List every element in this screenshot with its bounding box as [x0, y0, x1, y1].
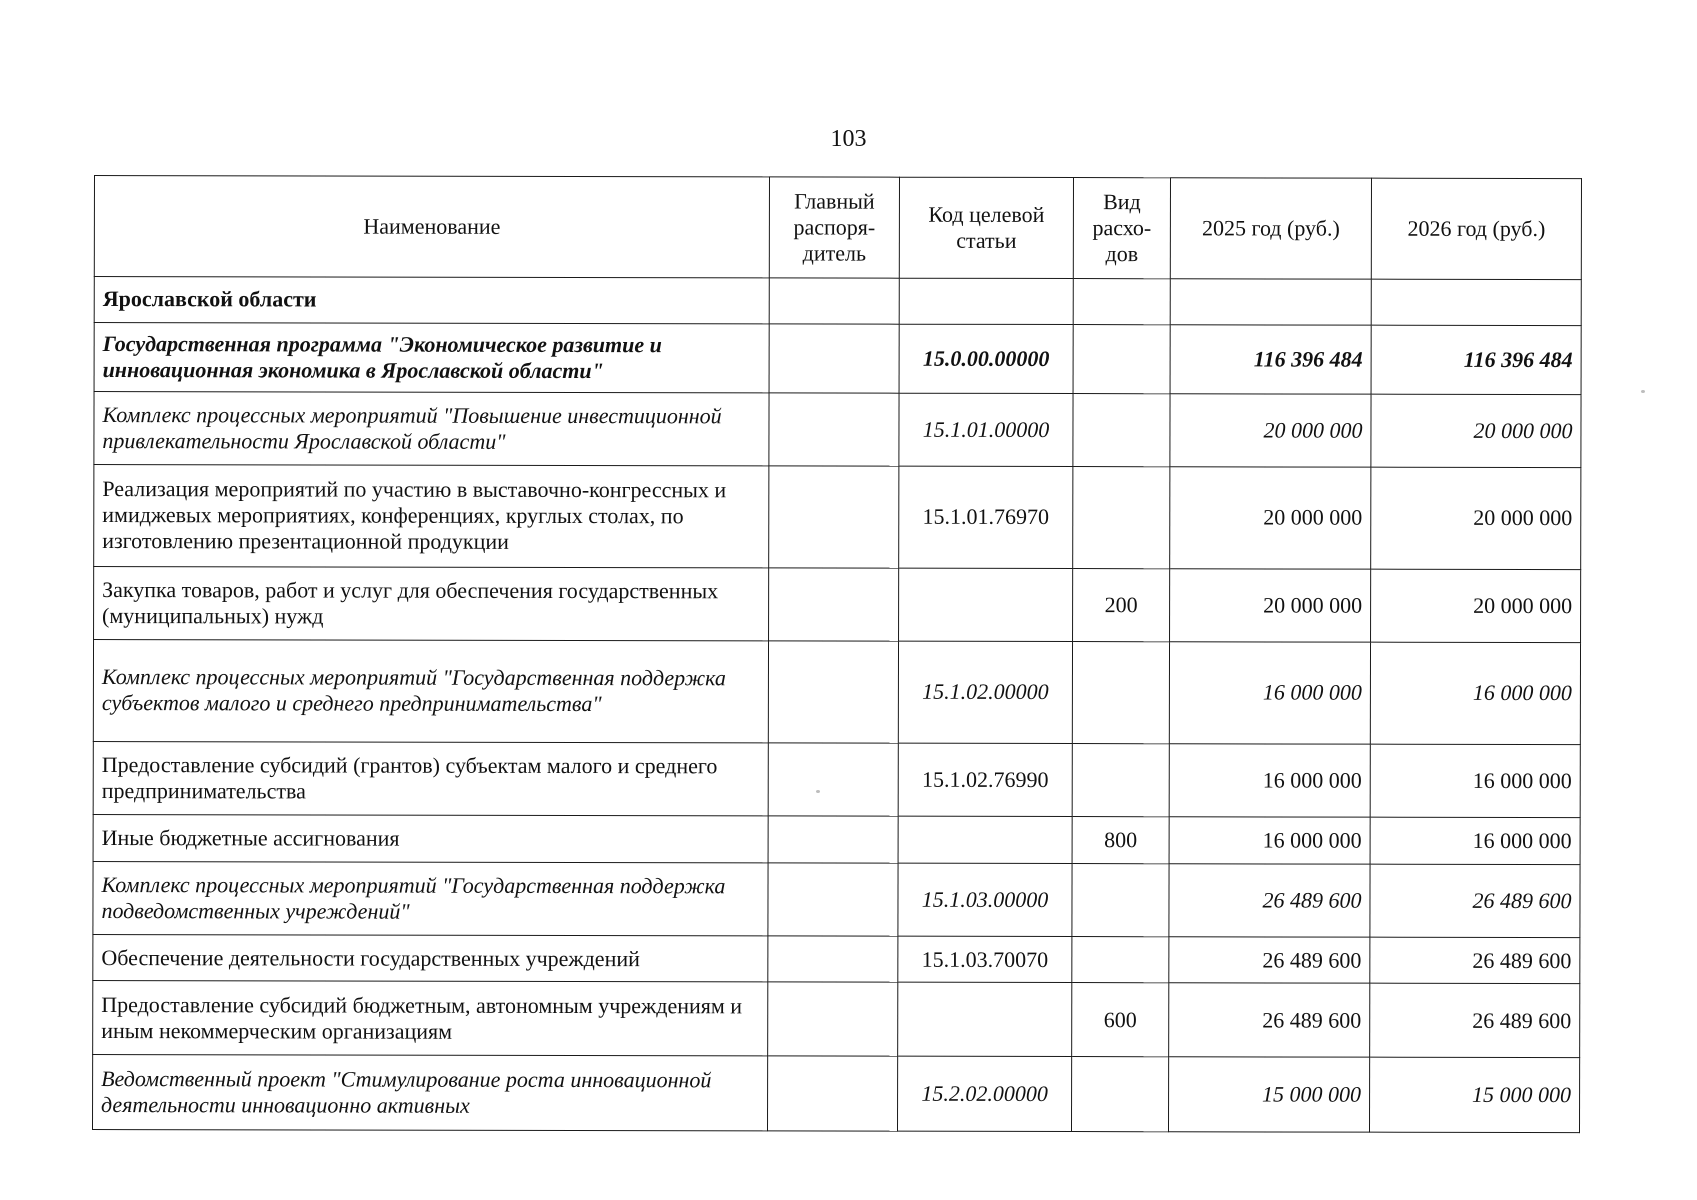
scan-speck	[1641, 390, 1645, 393]
cell-kind	[1073, 393, 1170, 466]
cell-kind: 200	[1073, 568, 1170, 641]
cell-kind	[1073, 467, 1170, 569]
header-row	[94, 176, 1581, 280]
cell-name: Обеспечение деятельности государственных учреждений	[93, 934, 768, 982]
cell-kind	[1073, 324, 1170, 393]
cell-amount-2025: 26 489 600	[1169, 936, 1370, 983]
cell-amount-2025: 16 000 000	[1169, 743, 1370, 817]
cell-name: Комплекс процессных мероприятий "Государственная поддержка субъектов малого и среднего предпринимательства"	[93, 639, 768, 742]
cell-amount-2025: 16 000 000	[1169, 817, 1370, 864]
cell-amount-2025: 15 000 000	[1168, 1056, 1369, 1132]
cell-amount-2026: 20 000 000	[1371, 394, 1581, 468]
cell-kind	[1071, 1056, 1168, 1132]
scan-speck	[816, 790, 820, 793]
cell-code	[899, 568, 1073, 642]
cell-name: Иные бюджетные ассигнования	[93, 814, 768, 862]
cell-manager	[768, 641, 898, 743]
cell-code: 15.1.02.76990	[898, 743, 1072, 817]
table-row	[93, 814, 1580, 864]
cell-code: 15.1.02.00000	[898, 641, 1072, 743]
cell-amount-2026: 26 489 600	[1370, 864, 1580, 938]
cell-amount-2026: 116 396 484	[1371, 325, 1581, 395]
cell-name: Ярославской области	[94, 277, 769, 324]
cell-amount-2026: 16 000 000	[1370, 817, 1580, 864]
cell-manager	[769, 278, 899, 324]
cell-amount-2025	[1170, 279, 1371, 325]
table-row	[94, 465, 1581, 570]
table-row	[93, 981, 1580, 1057]
cell-manager	[768, 742, 898, 815]
cell-manager	[769, 466, 899, 568]
header-kind: Вид расхо-дов	[1073, 178, 1170, 279]
table-row	[94, 277, 1581, 326]
header-code: Код целевой статьи	[899, 177, 1073, 278]
header-name: Наименование	[94, 176, 769, 278]
cell-code: 15.1.03.00000	[898, 863, 1072, 937]
cell-amount-2026	[1371, 279, 1581, 325]
cell-code: 15.1.03.70070	[898, 936, 1072, 983]
cell-name: Предоставление субсидий (грантов) субъектам малого и среднего предпринимательства	[93, 741, 768, 816]
cell-amount-2026: 15 000 000	[1369, 1057, 1579, 1133]
table-row	[94, 391, 1581, 467]
cell-code	[899, 278, 1073, 324]
cell-amount-2025: 20 000 000	[1170, 467, 1371, 569]
table-row	[93, 934, 1580, 984]
cell-kind	[1072, 641, 1169, 743]
cell-kind	[1072, 743, 1169, 816]
cell-name: Комплекс процессных мероприятий "Государственная поддержка подведомственных учреждений"	[93, 861, 768, 936]
table-row	[94, 566, 1581, 642]
cell-name: Предоставление субсидий бюджетным, автономным учреждениям и иным некоммерческим организациям	[93, 981, 768, 1056]
cell-manager	[768, 862, 898, 935]
cell-name: Закупка товаров, работ и услуг для обеспечения государственных (муниципальных) нужд	[94, 566, 769, 641]
cell-amount-2026: 26 489 600	[1370, 937, 1580, 984]
cell-code	[898, 816, 1072, 863]
budget-table	[92, 175, 1582, 1133]
cell-manager	[769, 324, 899, 393]
cell-manager	[769, 568, 899, 641]
cell-kind: 600	[1072, 983, 1169, 1056]
cell-amount-2025: 20 000 000	[1170, 568, 1371, 642]
cell-amount-2026: 20 000 000	[1371, 569, 1581, 643]
cell-name: Комплекс процессных мероприятий "Повышение инвестиционной привлекательности Ярославской области"	[94, 391, 769, 466]
table-row	[93, 861, 1580, 937]
cell-manager	[769, 393, 899, 466]
cell-kind: 800	[1072, 816, 1169, 863]
cell-manager	[767, 1056, 897, 1132]
cell-amount-2025: 26 489 600	[1169, 983, 1370, 1057]
cell-manager	[768, 982, 898, 1055]
cell-amount-2026: 20 000 000	[1371, 467, 1581, 569]
cell-name: Ведомственный проект "Стимулирование роста инновационной деятельности инновационно активных	[93, 1054, 768, 1131]
cell-manager	[768, 816, 898, 863]
cell-amount-2026: 26 489 600	[1370, 984, 1580, 1058]
table-row	[93, 639, 1580, 744]
cell-amount-2025: 26 489 600	[1169, 863, 1370, 937]
header-2025: 2025 год (руб.)	[1170, 178, 1371, 279]
cell-code	[898, 983, 1072, 1057]
cell-kind	[1072, 936, 1169, 983]
cell-name: Реализация мероприятий по участию в выставочно-конгрессных и имиджевых мероприятиях, конференциях, круглых столах, по изготовлению презентационной продукции	[94, 465, 769, 568]
cell-amount-2025: 20 000 000	[1170, 394, 1371, 468]
cell-code: 15.0.00.00000	[899, 324, 1073, 393]
page-number: 103	[830, 126, 867, 152]
cell-amount-2025: 116 396 484	[1170, 325, 1371, 395]
cell-kind	[1073, 279, 1170, 325]
cell-kind	[1072, 863, 1169, 936]
cell-code: 15.2.02.00000	[897, 1056, 1071, 1132]
table-row	[93, 1054, 1580, 1132]
cell-manager	[768, 936, 898, 983]
cell-code: 15.1.01.00000	[899, 393, 1073, 467]
cell-amount-2026: 16 000 000	[1370, 744, 1580, 818]
table-row	[93, 741, 1580, 817]
cell-amount-2025: 16 000 000	[1169, 642, 1370, 744]
header-2026: 2026 год (руб.)	[1371, 178, 1581, 279]
cell-code: 15.1.01.76970	[899, 466, 1073, 568]
table-row	[94, 322, 1581, 394]
cell-name: Государственная программа "Экономическое развитие и инновационная экономика в Ярославской области"	[94, 322, 769, 393]
cell-amount-2026: 16 000 000	[1370, 642, 1580, 744]
header-manager: Главный распоря-дитель	[769, 177, 899, 278]
